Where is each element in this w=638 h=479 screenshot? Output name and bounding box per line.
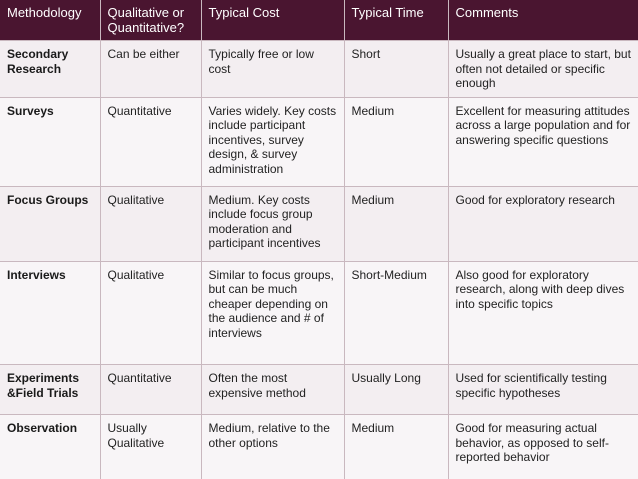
header-typical-cost: Typical Cost [201,0,344,41]
cell-methodology: Experiments &Field Trials [0,365,100,415]
cell-comments: Good for measuring actual behavior, as opposed to self-reported behavior [448,415,638,479]
header-typical-time: Typical Time [344,0,448,41]
cell-comments: Usually a great place to start, but often not detailed or specific enough [448,41,638,98]
table-row [0,97,638,186]
cell-methodology: Surveys [0,97,100,186]
cell-comments: Good for exploratory research [448,186,638,261]
cell-time: Usually Long [344,365,448,415]
cell-time: Medium [344,97,448,186]
table-row [0,186,638,261]
header-qualitative-quantitative: Qualitative or Quantitative? [100,0,201,41]
cell-cost: Medium, relative to the other options [201,415,344,479]
table-row [0,415,638,479]
table-row [0,365,638,415]
cell-type: Quantitative [100,365,201,415]
cell-type: Qualitative [100,261,201,365]
cell-time: Short-Medium [344,261,448,365]
cell-type: Qualitative [100,186,201,261]
cell-comments: Also good for exploratory research, along with deep dives into specific topics [448,261,638,365]
cell-methodology: Focus Groups [0,186,100,261]
cell-cost: Varies widely. Key costs include participant incentives, survey design, & survey administration [201,97,344,186]
table-row [0,41,638,98]
header-row [0,0,638,41]
table-body [0,41,638,479]
cell-methodology: Interviews [0,261,100,365]
cell-time: Short [344,41,448,98]
cell-comments: Used for scientifically testing specific hypotheses [448,365,638,415]
cell-cost: Typically free or low cost [201,41,344,98]
cell-methodology: Secondary Research [0,41,100,98]
cell-type: Quantitative [100,97,201,186]
cell-time: Medium [344,415,448,479]
cell-type: Can be either [100,41,201,98]
cell-cost: Medium. Key costs include focus group moderation and participant incentives [201,186,344,261]
header-comments: Comments [448,0,638,41]
cell-type: Usually Qualitative [100,415,201,479]
table-header [0,0,638,41]
cell-cost: Often the most expensive method [201,365,344,415]
cell-cost: Similar to focus groups, but can be much cheaper depending on the audience and # of interviews [201,261,344,365]
table-row [0,261,638,365]
cell-methodology: Observation [0,415,100,479]
header-methodology: Methodology [0,0,100,41]
cell-time: Medium [344,186,448,261]
cell-comments: Excellent for measuring attitudes across a large population and for answering specific questions [448,97,638,186]
